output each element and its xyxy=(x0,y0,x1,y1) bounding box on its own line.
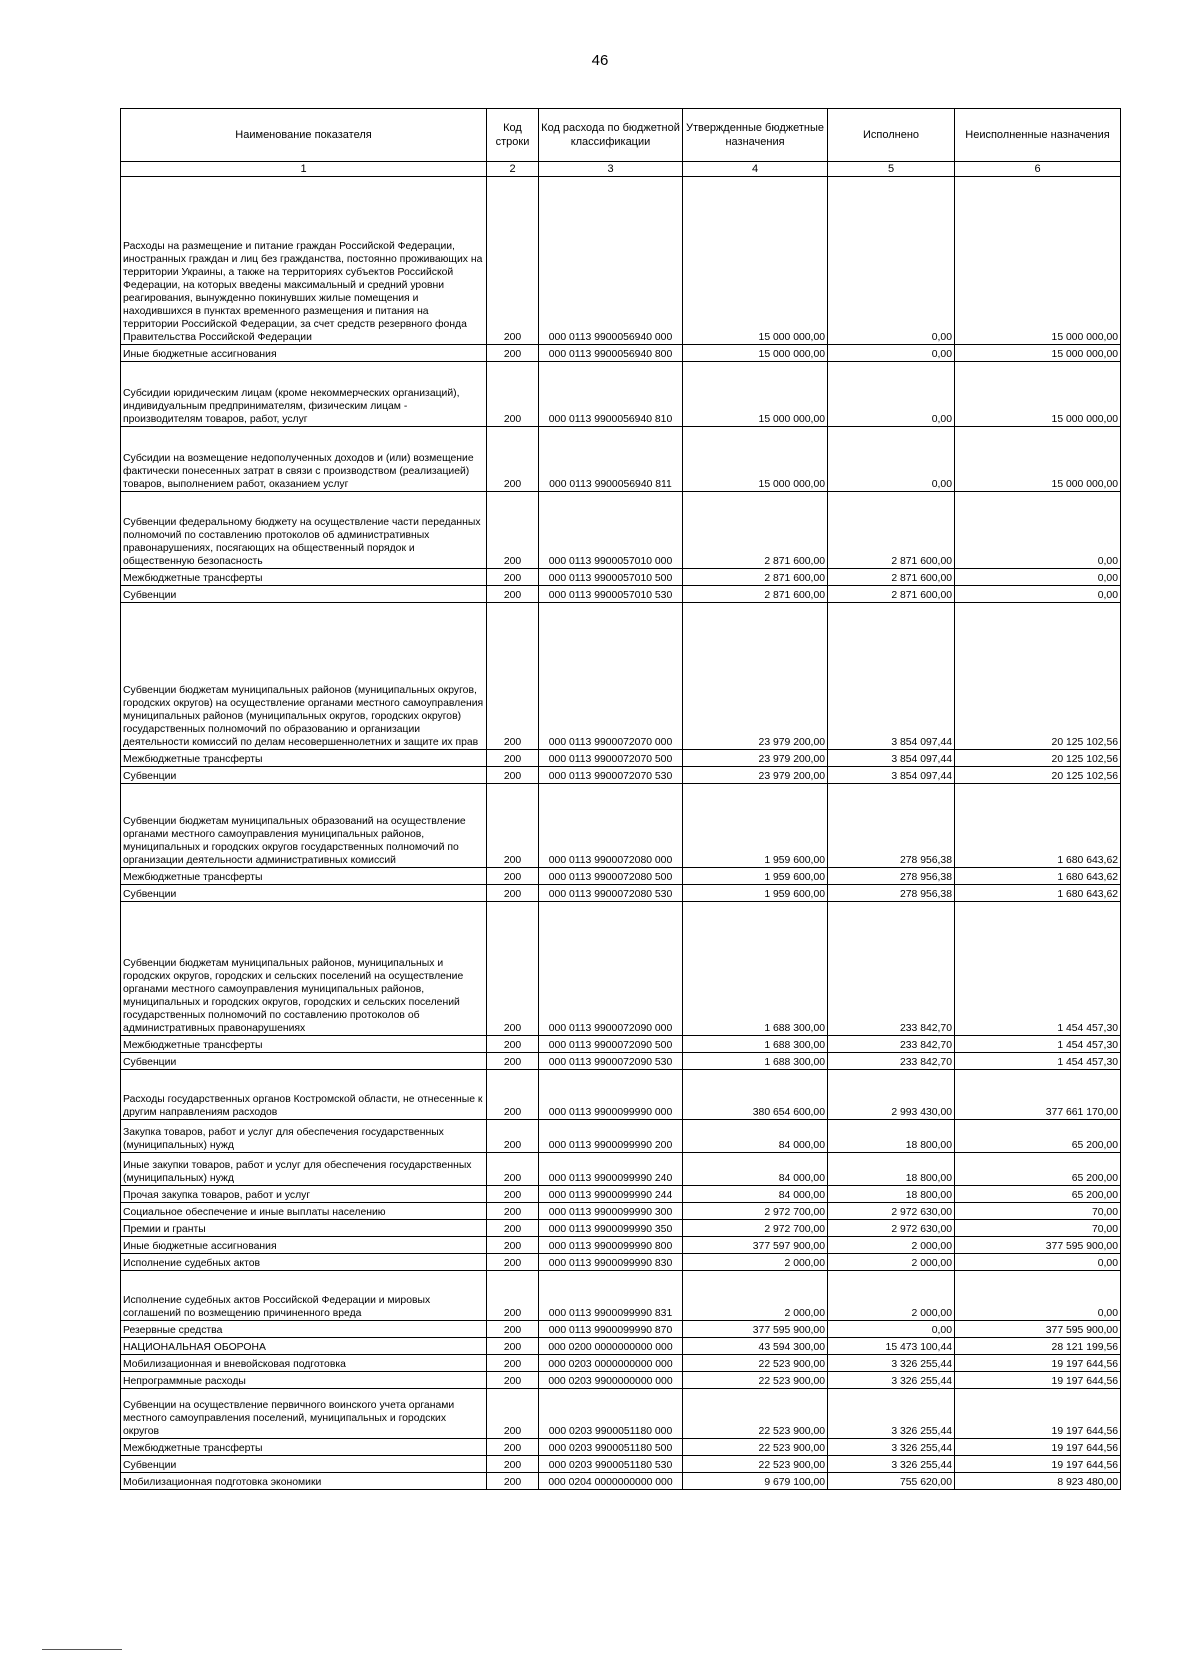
table-row-approved: 15 000 000,00 xyxy=(683,427,828,492)
table-row xyxy=(121,603,1121,750)
table-row-line-code: 200 xyxy=(487,586,539,603)
page-number: 46 xyxy=(591,52,609,69)
table-row-name: Социальное обеспечение и иные выплаты населению xyxy=(121,1203,487,1220)
table-row-line-code: 200 xyxy=(487,345,539,362)
table-row-approved: 22 523 900,00 xyxy=(683,1355,828,1372)
table-row-line-code: 200 xyxy=(487,177,539,345)
table-row-budget-code: 000 0113 9900099990 000 xyxy=(539,1070,683,1120)
table-row-budget-code: 000 0113 9900056940 810 xyxy=(539,362,683,427)
column-number: 2 xyxy=(487,162,539,177)
table-row-unexecuted: 0,00 xyxy=(955,1271,1121,1321)
table-row-line-code: 200 xyxy=(487,1338,539,1355)
table-row-executed: 18 800,00 xyxy=(828,1186,955,1203)
table-row-budget-code: 000 0113 9900072080 530 xyxy=(539,885,683,902)
table-row-approved: 1 959 600,00 xyxy=(683,784,828,868)
table-row-approved: 380 654 600,00 xyxy=(683,1070,828,1120)
table-row-executed: 3 854 097,44 xyxy=(828,603,955,750)
table-row-unexecuted: 0,00 xyxy=(955,492,1121,569)
table-row-unexecuted: 1 680 643,62 xyxy=(955,784,1121,868)
table-row-executed: 3 326 255,44 xyxy=(828,1372,955,1389)
table-row xyxy=(121,1237,1121,1254)
table-row-approved: 22 523 900,00 xyxy=(683,1389,828,1439)
table-row-unexecuted: 19 197 644,56 xyxy=(955,1355,1121,1372)
table-row-approved: 23 979 200,00 xyxy=(683,603,828,750)
table-row-name: Исполнение судебных актов Российской Федерации и мировых соглашений по возмещению причиненного вреда xyxy=(121,1271,487,1321)
table-row xyxy=(121,1372,1121,1389)
table-row xyxy=(121,1254,1121,1271)
table-row-executed: 2 871 600,00 xyxy=(828,569,955,586)
budget-execution-table xyxy=(120,108,1121,1490)
table-row xyxy=(121,586,1121,603)
table-row-approved: 377 597 900,00 xyxy=(683,1237,828,1254)
table-row-unexecuted: 15 000 000,00 xyxy=(955,345,1121,362)
table-row-approved: 23 979 200,00 xyxy=(683,750,828,767)
table-row-budget-code: 000 0203 9900000000 000 xyxy=(539,1372,683,1389)
table-row-name: Субсидии юридическим лицам (кроме некоммерческих организаций), индивидуальным предпринимателям, физическим лицам - производителям товаров, работ, услуг xyxy=(121,362,487,427)
table-row-executed: 233 842,70 xyxy=(828,1036,955,1053)
table-row-name: Резервные средства xyxy=(121,1321,487,1338)
table-row-unexecuted: 65 200,00 xyxy=(955,1186,1121,1203)
table-row-budget-code: 000 0113 9900072090 530 xyxy=(539,1053,683,1070)
table-row-unexecuted: 19 197 644,56 xyxy=(955,1372,1121,1389)
table-row xyxy=(121,362,1121,427)
table-row-approved: 22 523 900,00 xyxy=(683,1456,828,1473)
header-line-code: Код строки xyxy=(487,109,539,162)
table-row-executed: 2 972 630,00 xyxy=(828,1220,955,1237)
table-row-executed: 15 473 100,44 xyxy=(828,1338,955,1355)
table-row-unexecuted: 1 454 457,30 xyxy=(955,1036,1121,1053)
table-row xyxy=(121,1120,1121,1153)
table-row-executed: 2 871 600,00 xyxy=(828,586,955,603)
table-row-line-code: 200 xyxy=(487,750,539,767)
table-row-line-code: 200 xyxy=(487,1456,539,1473)
table-row-approved: 22 523 900,00 xyxy=(683,1372,828,1389)
table-row-approved: 84 000,00 xyxy=(683,1120,828,1153)
table-row-executed: 18 800,00 xyxy=(828,1120,955,1153)
table-row xyxy=(121,750,1121,767)
table-row-unexecuted: 70,00 xyxy=(955,1220,1121,1237)
table-row xyxy=(121,1473,1121,1490)
table-row-executed: 3 326 255,44 xyxy=(828,1439,955,1456)
table-row xyxy=(121,1070,1121,1120)
table-row-budget-code: 000 0113 9900072080 000 xyxy=(539,784,683,868)
table-row-name: Расходы на размещение и питание граждан Российской Федерации, иностранных граждан и лиц без гражданства, постоянно проживающих на территории Украины, а также на территориях субъектов Российской Федерации, на которых введены максимальный и средний уровни реагирования, вынужденно покинувших жилые помещения и находившихся в пунктах временного размещения и питания на территории Российской Федерации, за счет средств резервного фонда Правительства Российской Федерации xyxy=(121,177,487,345)
table-row-unexecuted: 1 454 457,30 xyxy=(955,902,1121,1036)
table-row-budget-code: 000 0113 9900072090 000 xyxy=(539,902,683,1036)
table-row-budget-code: 000 0113 9900072090 500 xyxy=(539,1036,683,1053)
table-row-approved: 15 000 000,00 xyxy=(683,362,828,427)
table-row-name: Субвенции xyxy=(121,885,487,902)
table-row-line-code: 200 xyxy=(487,1053,539,1070)
table-row-unexecuted: 15 000 000,00 xyxy=(955,177,1121,345)
table-row-executed: 278 956,38 xyxy=(828,784,955,868)
table-row xyxy=(121,885,1121,902)
table-row-line-code: 200 xyxy=(487,1203,539,1220)
table-body xyxy=(121,177,1121,1490)
table-row xyxy=(121,767,1121,784)
table-row-name: Субвенции на осуществление первичного воинского учета органами местного самоуправления поселений, муниципальных и городских округов xyxy=(121,1389,487,1439)
header-name: Наименование показателя xyxy=(121,109,487,162)
table-row-approved: 1 688 300,00 xyxy=(683,1036,828,1053)
table-row xyxy=(121,345,1121,362)
table-row xyxy=(121,1203,1121,1220)
table-row-line-code: 200 xyxy=(487,1186,539,1203)
table-row-line-code: 200 xyxy=(487,1473,539,1490)
table-row-budget-code: 000 0203 9900051180 000 xyxy=(539,1389,683,1439)
table-row-unexecuted: 20 125 102,56 xyxy=(955,603,1121,750)
table-row-name: Субвенции бюджетам муниципальных районов (муниципальных округов, городских округов) на осуществление органами местного самоуправления муниципальных районов (муниципальных округов, городских округов) государственных полномочий по образованию и организации деятельности комиссий по делам несовершеннолетних и защите их прав xyxy=(121,603,487,750)
table-row xyxy=(121,868,1121,885)
table-row-budget-code: 000 0113 9900072070 000 xyxy=(539,603,683,750)
table-row-executed: 2 000,00 xyxy=(828,1237,955,1254)
column-number-row xyxy=(121,162,1121,177)
table-row-name: Субвенции бюджетам муниципальных районов, муниципальных и городских округов, городских и сельских поселений на осуществление органами местного самоуправления муниципальных районов, муниципальных и городских округов, городских и сельских поселений государственных полномочий по составлению протоколов об административных правонарушениях xyxy=(121,902,487,1036)
table-row xyxy=(121,784,1121,868)
table-row-line-code: 200 xyxy=(487,427,539,492)
table-row-line-code: 200 xyxy=(487,1036,539,1053)
table-row xyxy=(121,1439,1121,1456)
table-row-line-code: 200 xyxy=(487,1254,539,1271)
table-row-name: Иные бюджетные ассигнования xyxy=(121,1237,487,1254)
table-row-line-code: 200 xyxy=(487,885,539,902)
table-row-name: Межбюджетные трансферты xyxy=(121,1036,487,1053)
table-row-budget-code: 000 0203 0000000000 000 xyxy=(539,1355,683,1372)
table-row-unexecuted: 1 680 643,62 xyxy=(955,868,1121,885)
column-number: 6 xyxy=(955,162,1121,177)
table-row-line-code: 200 xyxy=(487,1372,539,1389)
table-row-name: Закупка товаров, работ и услуг для обеспечения государственных (муниципальных) нужд xyxy=(121,1120,487,1153)
table-row-budget-code: 000 0113 9900057010 500 xyxy=(539,569,683,586)
table-row-approved: 1 688 300,00 xyxy=(683,902,828,1036)
table-row-line-code: 200 xyxy=(487,1220,539,1237)
table-row-executed: 0,00 xyxy=(828,1321,955,1338)
column-number: 3 xyxy=(539,162,683,177)
table-row xyxy=(121,1220,1121,1237)
table-row-executed: 3 326 255,44 xyxy=(828,1355,955,1372)
table-row-unexecuted: 377 595 900,00 xyxy=(955,1321,1121,1338)
table-row-unexecuted: 19 197 644,56 xyxy=(955,1456,1121,1473)
table-row-approved: 2 871 600,00 xyxy=(683,569,828,586)
table-row-budget-code: 000 0113 9900057010 000 xyxy=(539,492,683,569)
table-row-name: Межбюджетные трансферты xyxy=(121,868,487,885)
table-row-unexecuted: 377 595 900,00 xyxy=(955,1237,1121,1254)
table-row-name: Субвенции xyxy=(121,767,487,784)
table-row-name: Мобилизационная подготовка экономики xyxy=(121,1473,487,1490)
table-row-name: Межбюджетные трансферты xyxy=(121,750,487,767)
table-row-executed: 2 000,00 xyxy=(828,1254,955,1271)
table-row-budget-code: 000 0203 9900051180 530 xyxy=(539,1456,683,1473)
table-row-budget-code: 000 0113 9900072070 500 xyxy=(539,750,683,767)
table-row xyxy=(121,427,1121,492)
table-row-unexecuted: 19 197 644,56 xyxy=(955,1389,1121,1439)
table-row-executed: 2 972 630,00 xyxy=(828,1203,955,1220)
table-row-name: Непрограммные расходы xyxy=(121,1372,487,1389)
table-row-unexecuted: 15 000 000,00 xyxy=(955,362,1121,427)
table-row-approved: 2 000,00 xyxy=(683,1254,828,1271)
table-row-line-code: 200 xyxy=(487,868,539,885)
table-row-line-code: 200 xyxy=(487,1237,539,1254)
column-number: 5 xyxy=(828,162,955,177)
scan-mark xyxy=(42,1649,122,1650)
table-row-budget-code: 000 0113 9900056940 811 xyxy=(539,427,683,492)
table-row xyxy=(121,1036,1121,1053)
table-row-executed: 233 842,70 xyxy=(828,902,955,1036)
table-row-unexecuted: 70,00 xyxy=(955,1203,1121,1220)
table-row-executed: 0,00 xyxy=(828,427,955,492)
table-row-approved: 2 972 700,00 xyxy=(683,1203,828,1220)
table-row-name: Расходы государственных органов Костромской области, не отнесенные к другим направлениям расходов xyxy=(121,1070,487,1120)
table-row-line-code: 200 xyxy=(487,1439,539,1456)
table-row-approved: 15 000 000,00 xyxy=(683,177,828,345)
table-row-line-code: 200 xyxy=(487,767,539,784)
table-row-executed: 2 000,00 xyxy=(828,1271,955,1321)
table-row-approved: 2 871 600,00 xyxy=(683,586,828,603)
table-row-executed: 233 842,70 xyxy=(828,1053,955,1070)
table-row-approved: 23 979 200,00 xyxy=(683,767,828,784)
table-row-approved: 22 523 900,00 xyxy=(683,1439,828,1456)
table-row-executed: 278 956,38 xyxy=(828,868,955,885)
table-row-approved: 2 871 600,00 xyxy=(683,492,828,569)
table-row-unexecuted: 0,00 xyxy=(955,586,1121,603)
table-row-line-code: 200 xyxy=(487,492,539,569)
table-row-budget-code: 000 0113 9900099990 870 xyxy=(539,1321,683,1338)
table-row xyxy=(121,1321,1121,1338)
table-row-budget-code: 000 0113 9900056940 000 xyxy=(539,177,683,345)
table-row-name: Субвенции бюджетам муниципальных образований на осуществление органами местного самоуправления муниципальных районов, муниципальных и городских округов государственных полномочий по организации деятельности административных комиссий xyxy=(121,784,487,868)
table-row-executed: 18 800,00 xyxy=(828,1153,955,1186)
table-row-line-code: 200 xyxy=(487,1389,539,1439)
table-row-budget-code: 000 0113 9900056940 800 xyxy=(539,345,683,362)
table-row-approved: 1 959 600,00 xyxy=(683,868,828,885)
table-row xyxy=(121,902,1121,1036)
table-row-budget-code: 000 0113 9900099990 831 xyxy=(539,1271,683,1321)
table-row-unexecuted: 65 200,00 xyxy=(955,1120,1121,1153)
table-row-executed: 0,00 xyxy=(828,362,955,427)
table-row-executed: 278 956,38 xyxy=(828,885,955,902)
table-row-budget-code: 000 0113 9900099990 800 xyxy=(539,1237,683,1254)
table-row-unexecuted: 1 680 643,62 xyxy=(955,885,1121,902)
table-row-name: Иные закупки товаров, работ и услуг для обеспечения государственных (муниципальных) нужд xyxy=(121,1153,487,1186)
table-row-line-code: 200 xyxy=(487,784,539,868)
table-row-unexecuted: 20 125 102,56 xyxy=(955,750,1121,767)
table-row xyxy=(121,1355,1121,1372)
table-row-line-code: 200 xyxy=(487,1355,539,1372)
table-row-budget-code: 000 0113 9900099990 300 xyxy=(539,1203,683,1220)
table-row-line-code: 200 xyxy=(487,603,539,750)
table-row-name: НАЦИОНАЛЬНАЯ ОБОРОНА xyxy=(121,1338,487,1355)
table-row-name: Субвенции xyxy=(121,1053,487,1070)
table-row-unexecuted: 20 125 102,56 xyxy=(955,767,1121,784)
column-number: 1 xyxy=(121,162,487,177)
table-row-budget-code: 000 0113 9900099990 200 xyxy=(539,1120,683,1153)
table-row-budget-code: 000 0113 9900099990 244 xyxy=(539,1186,683,1203)
table-row-executed: 0,00 xyxy=(828,345,955,362)
table-row-budget-code: 000 0113 9900099990 350 xyxy=(539,1220,683,1237)
table-row-budget-code: 000 0204 0000000000 000 xyxy=(539,1473,683,1490)
table-row-approved: 9 679 100,00 xyxy=(683,1473,828,1490)
table-row-line-code: 200 xyxy=(487,1153,539,1186)
table-row-budget-code: 000 0113 9900099990 240 xyxy=(539,1153,683,1186)
header-unexecuted: Неисполненные назначения xyxy=(955,109,1121,162)
table-row-name: Субвенции xyxy=(121,1456,487,1473)
table-row-unexecuted: 377 661 170,00 xyxy=(955,1070,1121,1120)
table-row xyxy=(121,1271,1121,1321)
table-row-executed: 3 326 255,44 xyxy=(828,1456,955,1473)
table-row xyxy=(121,177,1121,345)
table-row xyxy=(121,1456,1121,1473)
table-row-name: Премии и гранты xyxy=(121,1220,487,1237)
table-row-budget-code: 000 0203 9900051180 500 xyxy=(539,1439,683,1456)
table-row-executed: 2 993 430,00 xyxy=(828,1070,955,1120)
table-row-line-code: 200 xyxy=(487,902,539,1036)
table-row-name: Субвенции федеральному бюджету на осуществление части переданных полномочий по составлению протоколов об административных правонарушениях, посягающих на общественный порядок и общественную безопасность xyxy=(121,492,487,569)
table-row-approved: 15 000 000,00 xyxy=(683,345,828,362)
table-row-name: Субвенции xyxy=(121,586,487,603)
table-row xyxy=(121,1053,1121,1070)
table-row-approved: 43 594 300,00 xyxy=(683,1338,828,1355)
table-row-approved: 1 688 300,00 xyxy=(683,1053,828,1070)
table-row xyxy=(121,492,1121,569)
table-row-line-code: 200 xyxy=(487,569,539,586)
table-row-line-code: 200 xyxy=(487,1321,539,1338)
table-row-name: Мобилизационная и вневойсковая подготовка xyxy=(121,1355,487,1372)
table-row-line-code: 200 xyxy=(487,1120,539,1153)
header-budget-code: Код расхода по бюджетной классификации xyxy=(539,109,683,162)
table-row-unexecuted: 65 200,00 xyxy=(955,1153,1121,1186)
table-row-unexecuted: 0,00 xyxy=(955,1254,1121,1271)
table-row-unexecuted: 0,00 xyxy=(955,569,1121,586)
table-row-line-code: 200 xyxy=(487,362,539,427)
header-executed: Исполнено xyxy=(828,109,955,162)
table-row-line-code: 200 xyxy=(487,1271,539,1321)
table-row-unexecuted: 1 454 457,30 xyxy=(955,1053,1121,1070)
table-row-budget-code: 000 0113 9900099990 830 xyxy=(539,1254,683,1271)
table-row-executed: 755 620,00 xyxy=(828,1473,955,1490)
table-row-budget-code: 000 0113 9900072070 530 xyxy=(539,767,683,784)
table-row-approved: 377 595 900,00 xyxy=(683,1321,828,1338)
table-header-row xyxy=(121,109,1121,162)
table-row-name: Исполнение судебных актов xyxy=(121,1254,487,1271)
table-row-approved: 2 000,00 xyxy=(683,1271,828,1321)
table-row-name: Субсидии на возмещение недополученных доходов и (или) возмещение фактически понесенных затрат в связи с производством (реализацией) товаров, выполнением работ, оказанием услуг xyxy=(121,427,487,492)
table-row-executed: 3 326 255,44 xyxy=(828,1389,955,1439)
header-approved: Утвержденные бюджетные назначения xyxy=(683,109,828,162)
table-row-unexecuted: 19 197 644,56 xyxy=(955,1439,1121,1456)
table-row-budget-code: 000 0113 9900072080 500 xyxy=(539,868,683,885)
table-row xyxy=(121,1389,1121,1439)
table-row-approved: 2 972 700,00 xyxy=(683,1220,828,1237)
table-row-executed: 3 854 097,44 xyxy=(828,767,955,784)
table-row-executed: 0,00 xyxy=(828,177,955,345)
table-row xyxy=(121,569,1121,586)
table-row-approved: 84 000,00 xyxy=(683,1186,828,1203)
table-row xyxy=(121,1338,1121,1355)
table-row-budget-code: 000 0200 0000000000 000 xyxy=(539,1338,683,1355)
table-row-approved: 84 000,00 xyxy=(683,1153,828,1186)
table-row-approved: 1 959 600,00 xyxy=(683,885,828,902)
table-row xyxy=(121,1186,1121,1203)
table-row-name: Прочая закупка товаров, работ и услуг xyxy=(121,1186,487,1203)
table-row-name: Межбюджетные трансферты xyxy=(121,1439,487,1456)
table-row-unexecuted: 15 000 000,00 xyxy=(955,427,1121,492)
table-row-executed: 3 854 097,44 xyxy=(828,750,955,767)
table-row-budget-code: 000 0113 9900057010 530 xyxy=(539,586,683,603)
table-row xyxy=(121,1153,1121,1186)
table-row-name: Межбюджетные трансферты xyxy=(121,569,487,586)
table-row-unexecuted: 28 121 199,56 xyxy=(955,1338,1121,1355)
table-row-line-code: 200 xyxy=(487,1070,539,1120)
table-row-executed: 2 871 600,00 xyxy=(828,492,955,569)
table-row-unexecuted: 8 923 480,00 xyxy=(955,1473,1121,1490)
column-number: 4 xyxy=(683,162,828,177)
table-row-name: Иные бюджетные ассигнования xyxy=(121,345,487,362)
